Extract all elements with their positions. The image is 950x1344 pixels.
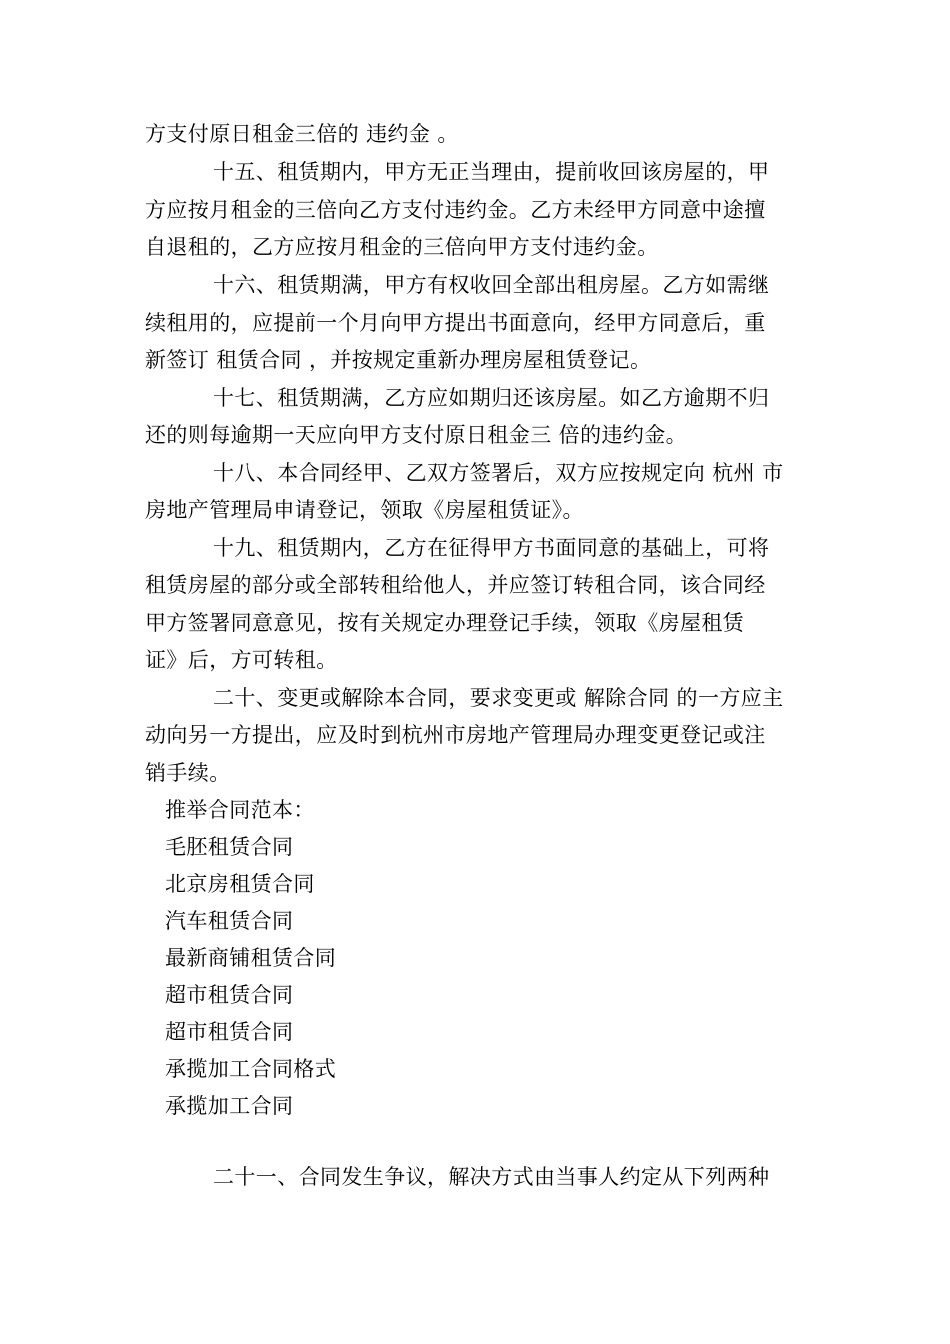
clause-18-line-1: 十八、本合同经甲、乙双方签署后，双方应按规定向 杭州 市 bbox=[213, 461, 784, 485]
recommend-link[interactable]: 承揽加工合同格式 bbox=[165, 1057, 337, 1081]
recommend-link[interactable]: 汽车租赁合同 bbox=[165, 909, 294, 933]
recommend-link[interactable]: 超市租赁合同 bbox=[165, 1020, 294, 1044]
recommend-heading: 推举合同范本： bbox=[165, 798, 315, 822]
clause-21-line-1: 二十一、合同发生争议，解决方式由当事人约定从下列两种 bbox=[213, 1165, 770, 1189]
recommend-link[interactable]: 毛胚租赁合同 bbox=[165, 835, 294, 859]
clause-19-line-1: 十九、租赁期内，乙方在征得甲方书面同意的基础上，可将 bbox=[213, 536, 770, 560]
recommend-link[interactable]: 最新商铺租赁合同 bbox=[165, 946, 337, 970]
clause-16-line-3: 新签订 租赁合同 ，并按规定重新办理房屋租赁登记。 bbox=[145, 348, 652, 372]
clause-20-line-3: 销手续。 bbox=[145, 761, 231, 785]
text-line: 方支付原日租金三倍的 违约金 。 bbox=[145, 122, 459, 146]
clause-16-line-2: 续租用的，应提前一个月向甲方提出书面意向，经甲方同意后，重 bbox=[145, 311, 766, 335]
clause-19-line-3: 甲方签署同意意见，按有关规定办理登记手续，领取《房屋租赁 bbox=[145, 611, 745, 635]
recommend-link[interactable]: 承揽加工合同 bbox=[165, 1094, 294, 1118]
clause-16-line-1: 十六、租赁期满，甲方有权收回全部出租房屋。乙方如需继 bbox=[213, 273, 770, 297]
clause-15-line-3: 自退租的，乙方应按月租金的三倍向甲方支付违约金。 bbox=[145, 235, 659, 259]
clause-19-line-2: 租赁房屋的部分或全部转租给他人，并应签订转租合同，该合同经 bbox=[145, 573, 766, 597]
clause-17-line-2: 还的则每逾期一天应向甲方支付原日租金三 倍的违约金。 bbox=[145, 423, 688, 447]
clause-20-line-2: 动向另一方提出，应及时到杭州市房地产管理局办理变更登记或注 bbox=[145, 723, 766, 747]
clause-17-line-1: 十七、租赁期满，乙方应如期归还该房屋。如乙方逾期不归 bbox=[213, 386, 770, 410]
recommend-link[interactable]: 超市租赁合同 bbox=[165, 983, 294, 1007]
clause-19-line-4: 证》后，方可转租。 bbox=[145, 648, 338, 672]
recommend-link[interactable]: 北京房租赁合同 bbox=[165, 872, 315, 896]
clause-20-line-1: 二十、变更或解除本合同，要求变更或 解除合同 的一方应主 bbox=[213, 686, 784, 710]
clause-18-line-2: 房地产管理局申请登记，领取《房屋租赁证》。 bbox=[145, 498, 584, 522]
clause-15-line-1: 十五、租赁期内，甲方无正当理由，提前收回该房屋的，甲 bbox=[213, 160, 770, 184]
clause-15-line-2: 方应按月租金的三倍向乙方支付违约金。乙方未经甲方同意中途擅 bbox=[145, 198, 766, 222]
